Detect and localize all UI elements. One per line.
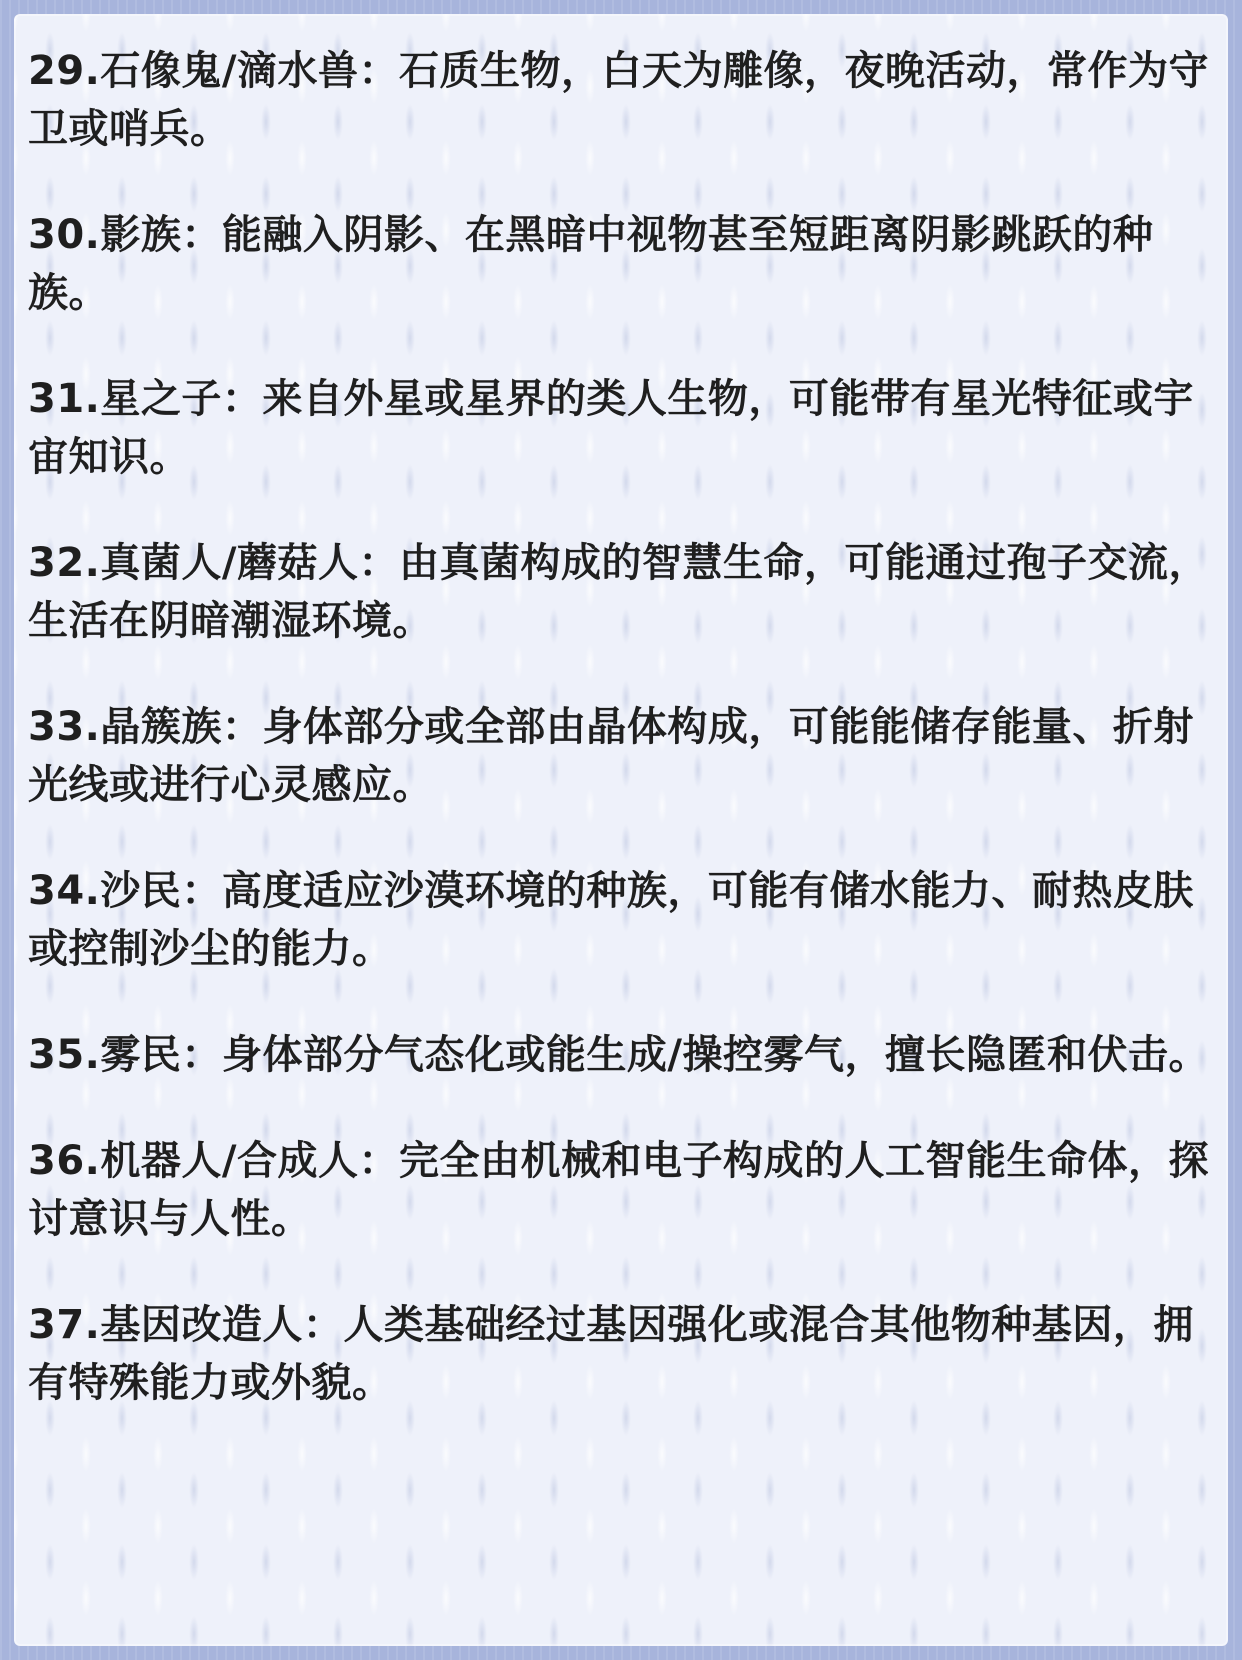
entry-29: 29.石像鬼/滴水兽：石质生物，白天为雕像，夜晚活动，常作为守卫或哨兵。 [28,48,1209,152]
entry-31: 31.星之子：来自外星或星界的类人生物，可能带有星光特征或宇宙知识。 [28,376,1194,480]
entry-36: 36.机器人/合成人：完全由机械和电子构成的人工智能生命体，探讨意识与人性。 [28,1138,1209,1242]
entry-list [28,42,1218,1460]
entry-30: 30.影族：能融入阴影、在黑暗中视物甚至短距离阴影跳跃的种族。 [28,212,1154,316]
entry-32: 32.真菌人/蘑菇人：由真菌构成的智慧生命，可能通过孢子交流，生活在阴暗潮湿环境。 [28,540,1209,644]
entry-33: 33.晶簇族：身体部分或全部由晶体构成，可能能储存能量、折射光线或进行心灵感应。 [28,704,1194,808]
entry-34: 34.沙民：高度适应沙漠环境的种族，可能有储水能力、耐热皮肤或控制沙尘的能力。 [28,868,1194,972]
entry-35: 35.雾民：身体部分气态化或能生成/操控雾气，擅长隐匿和伏击。 [28,1032,1209,1078]
entry-37: 37.基因改造人：人类基础经过基因强化或混合其他物种基因，拥有特殊能力或外貌。 [28,1302,1194,1406]
